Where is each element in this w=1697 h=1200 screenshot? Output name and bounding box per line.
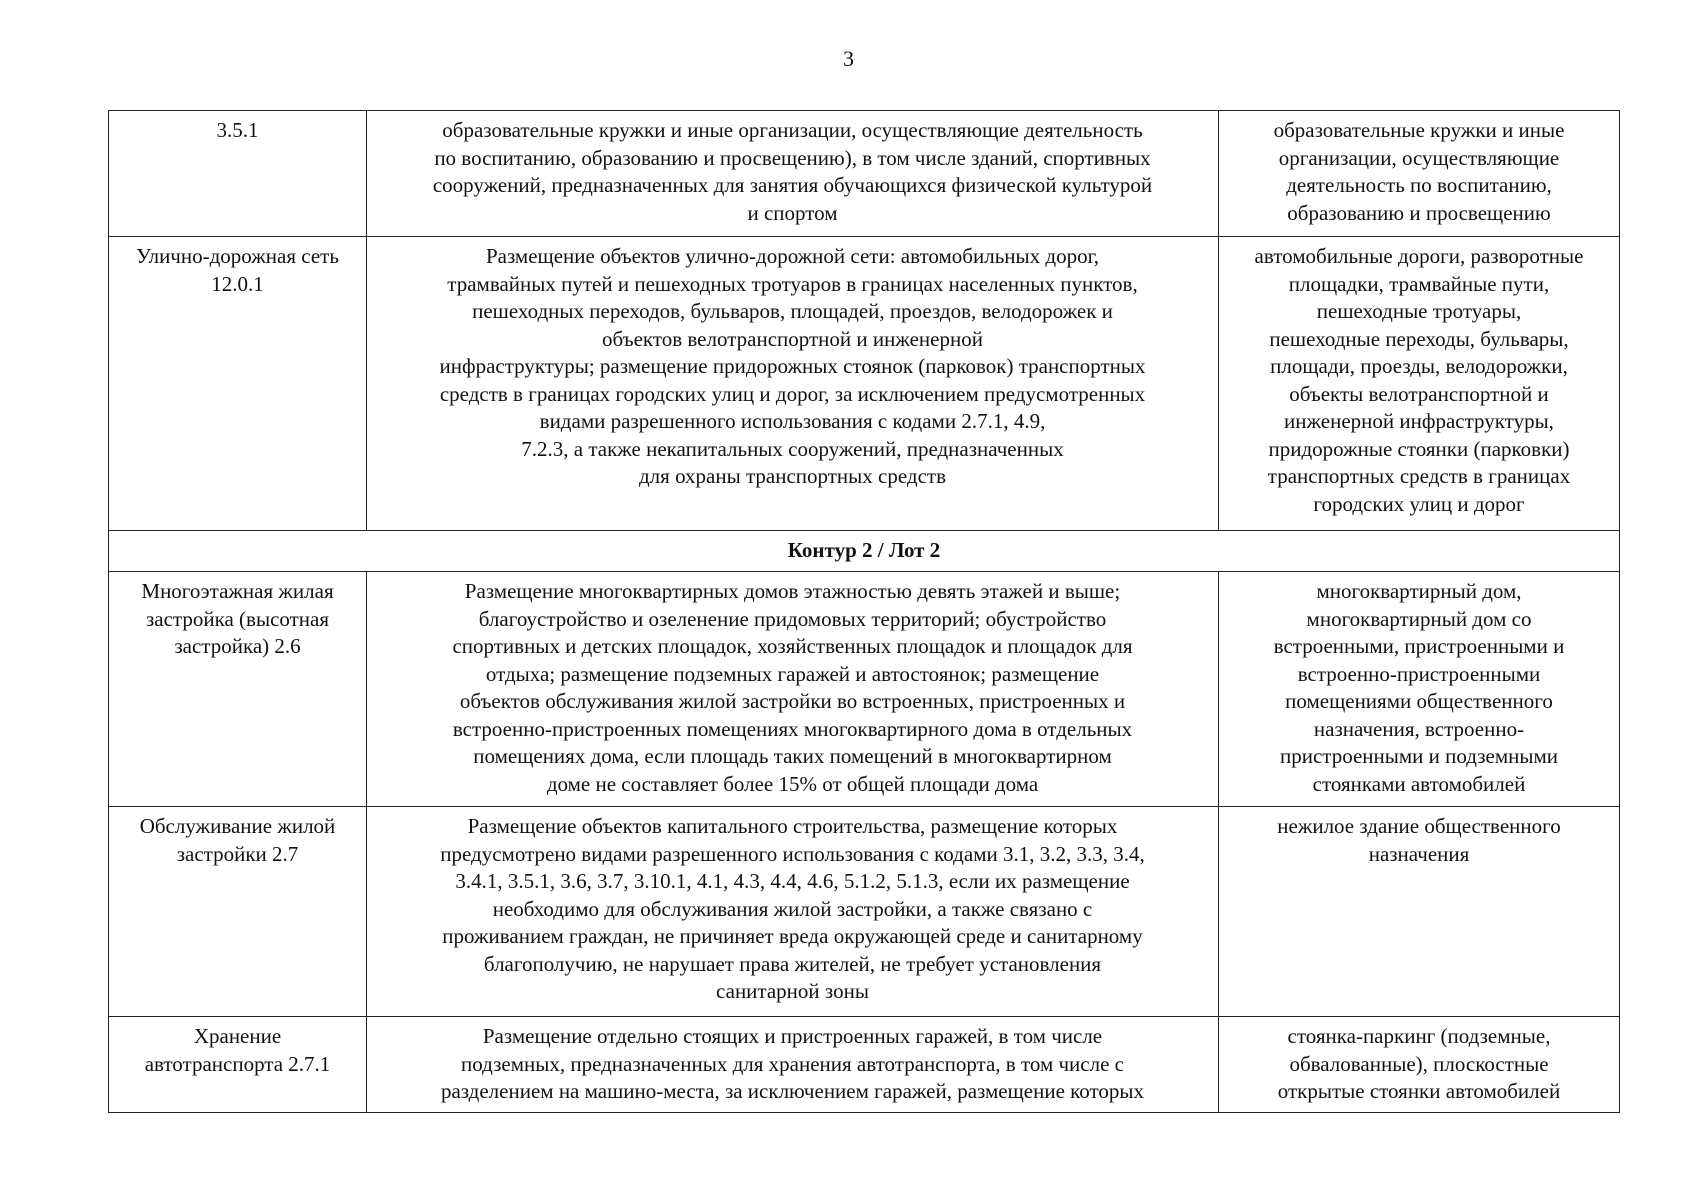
cell-line: объекты велотранспортной и — [1289, 381, 1549, 406]
land-use-table — [108, 110, 1620, 1113]
cell-line: образованию и просвещению — [1287, 200, 1551, 225]
cell-line: застройка (высотная — [145, 606, 330, 631]
cell-line: отдыха; размещение подземных гаражей и автостоянок; размещение — [485, 661, 1100, 686]
table-row — [109, 111, 1620, 237]
description-cell — [367, 572, 1219, 807]
cell-line: встроенными, пристроенными и — [1273, 634, 1565, 658]
description-cell — [367, 1017, 1219, 1113]
section-header-row — [109, 531, 1620, 572]
cell-line: Обслуживание жилой — [139, 814, 336, 838]
objects-cell — [1219, 111, 1620, 237]
cell-line: Размещение многоквартирных домов этажностью девять этажей и выше; — [464, 579, 1121, 603]
cell-line: городских улиц и дорог — [1313, 491, 1525, 516]
description-cell — [367, 111, 1219, 237]
cell-line: площадки, трамвайные пути, — [1288, 271, 1550, 296]
cell-line: встроенно-пристроенных помещениях многоквартирного дома в отдельных — [452, 716, 1133, 741]
page-number: 3 — [843, 46, 854, 71]
cell-line: многоквартирный дом, — [1316, 579, 1522, 603]
cell-line: благоустройство и озеленение придомовых территорий; обустройство — [478, 606, 1107, 631]
cell-line: Улично-дорожная сеть — [136, 244, 339, 268]
cell-line: застройка) 2.6 — [174, 634, 301, 658]
cell-line: деятельность по воспитанию, — [1286, 173, 1552, 197]
cell-line: назначения — [1368, 841, 1470, 866]
cell-line: инфраструктуры; размещение придорожных стоянок (парковок) транспортных — [439, 354, 1146, 378]
cell-line: по воспитанию, образованию и просвещению), в том числе зданий, спортивных — [434, 145, 1151, 170]
cell-line: обвалованные), плоскостные — [1289, 1051, 1549, 1076]
cell-line: для охраны транспортных средств — [639, 464, 946, 488]
cell-line: Размещение объектов улично-дорожной сети: автомобильных дорог, — [485, 244, 1100, 268]
cell-line: 12.0.1 — [211, 271, 264, 296]
cell-line: необходимо для обслуживания жилой застройки, а также связано с — [492, 896, 1093, 921]
cell-line: нежилое здание общественного — [1277, 814, 1561, 838]
cell-line: Размещение объектов капитального строительства, размещение которых — [467, 814, 1118, 838]
cell-line: предусмотрено видами разрешенного использования с кодами 3.1, 3.2, 3.3, 3.4, — [440, 841, 1145, 866]
use-type-cell — [109, 1017, 367, 1113]
cell-line: автотранспорта 2.7.1 — [144, 1051, 331, 1076]
table-row — [109, 572, 1620, 807]
cell-line: застройки 2.7 — [176, 841, 299, 866]
cell-line: многоквартирный дом со — [1306, 606, 1532, 631]
cell-line: подземных, предназначенных для хранения автотранспорта, в том числе с — [461, 1051, 1124, 1076]
cell-line: Размещение отдельно стоящих и пристроенных гаражей, в том числе — [482, 1024, 1103, 1048]
cell-line: организации, осуществляющие — [1278, 145, 1560, 170]
table-row — [109, 807, 1620, 1017]
use-type-cell — [109, 572, 367, 807]
cell-line: помещениях дома, если площадь таких помещений в многоквартирном — [473, 744, 1112, 768]
cell-line: образовательные кружки и иные — [1273, 118, 1565, 142]
table-row — [109, 1017, 1620, 1113]
cell-line: помещениями общественного — [1285, 689, 1553, 713]
description-cell — [367, 237, 1219, 531]
cell-line: пешеходных переходов, бульваров, площадей, проездов, велодорожек и — [472, 299, 1113, 323]
cell-line: образовательные кружки и иные организации, осуществляющие деятельность — [442, 118, 1143, 142]
cell-line: 3.5.1 — [216, 118, 259, 142]
cell-line: встроенно-пристроенными — [1297, 661, 1541, 686]
use-type-cell — [109, 807, 367, 1017]
cell-line: 7.2.3, а также некапитальных сооружений, предназначенных — [521, 436, 1064, 461]
objects-cell — [1219, 807, 1620, 1017]
cell-line: инженерной инфраструктуры, — [1284, 409, 1554, 433]
cell-line: разделением на машино-места, за исключением гаражей, размещение которых — [440, 1079, 1145, 1103]
cell-line: видами разрешенного использования с кодами 2.7.1, 4.9, — [539, 409, 1046, 433]
cell-line: благополучию, не нарушает права жителей, не требует установления — [483, 951, 1102, 976]
cell-line: площади, проезды, велодорожки, — [1270, 354, 1568, 378]
cell-line: Многоэтажная жилая — [141, 579, 334, 603]
cell-line: проживанием граждан, не причиняет вреда окружающей среде и санитарному — [442, 924, 1143, 948]
cell-line: транспортных средств в границах — [1267, 464, 1571, 488]
section-title: Контур 2 / Лот 2 — [109, 531, 1620, 572]
use-type-cell — [109, 237, 367, 531]
cell-line: пешеходные переходы, бульвары, — [1269, 326, 1569, 351]
use-type-cell — [109, 111, 367, 237]
cell-line: доме не составляет более 15% от общей площади дома — [546, 771, 1039, 796]
cell-line: стоянками автомобилей — [1312, 771, 1526, 796]
cell-line: средств в границах городских улиц и дорог, за исключением предусмотренных — [439, 381, 1146, 406]
cell-line: Хранение — [193, 1024, 282, 1048]
objects-cell — [1219, 1017, 1620, 1113]
cell-line: пристроенными и подземными — [1279, 744, 1558, 768]
cell-line: объектов велотранспортной и инженерной — [602, 326, 983, 351]
cell-line: автомобильные дороги, разворотные — [1254, 244, 1584, 268]
cell-line: открытые стоянки автомобилей — [1277, 1079, 1561, 1103]
cell-line: стоянка-паркинг (подземные, — [1287, 1024, 1551, 1048]
cell-line: 3.4.1, 3.5.1, 3.6, 3.7, 3.10.1, 4.1, 4.3, 4.4, 4.6, 5.1.2, 5.1.3, если их размещение — [455, 869, 1130, 893]
cell-line: придорожные стоянки (парковки) — [1268, 436, 1570, 461]
objects-cell — [1219, 237, 1620, 531]
cell-line: спортивных и детских площадок, хозяйственных площадок и площадок для — [452, 634, 1133, 658]
table-row — [109, 237, 1620, 531]
cell-line: трамвайных путей и пешеходных тротуаров в границах населенных пунктов, — [447, 271, 1138, 296]
cell-line: санитарной зоны — [716, 979, 869, 1003]
cell-line: назначения, встроенно- — [1313, 716, 1525, 741]
description-cell — [367, 807, 1219, 1017]
cell-line: сооружений, предназначенных для занятия обучающихся физической культурой — [432, 173, 1153, 197]
cell-line: и спортом — [747, 200, 838, 225]
objects-cell — [1219, 572, 1620, 807]
cell-line: пешеходные тротуары, — [1316, 299, 1522, 323]
cell-line: объектов обслуживания жилой застройки во встроенных, пристроенных и — [459, 689, 1126, 713]
